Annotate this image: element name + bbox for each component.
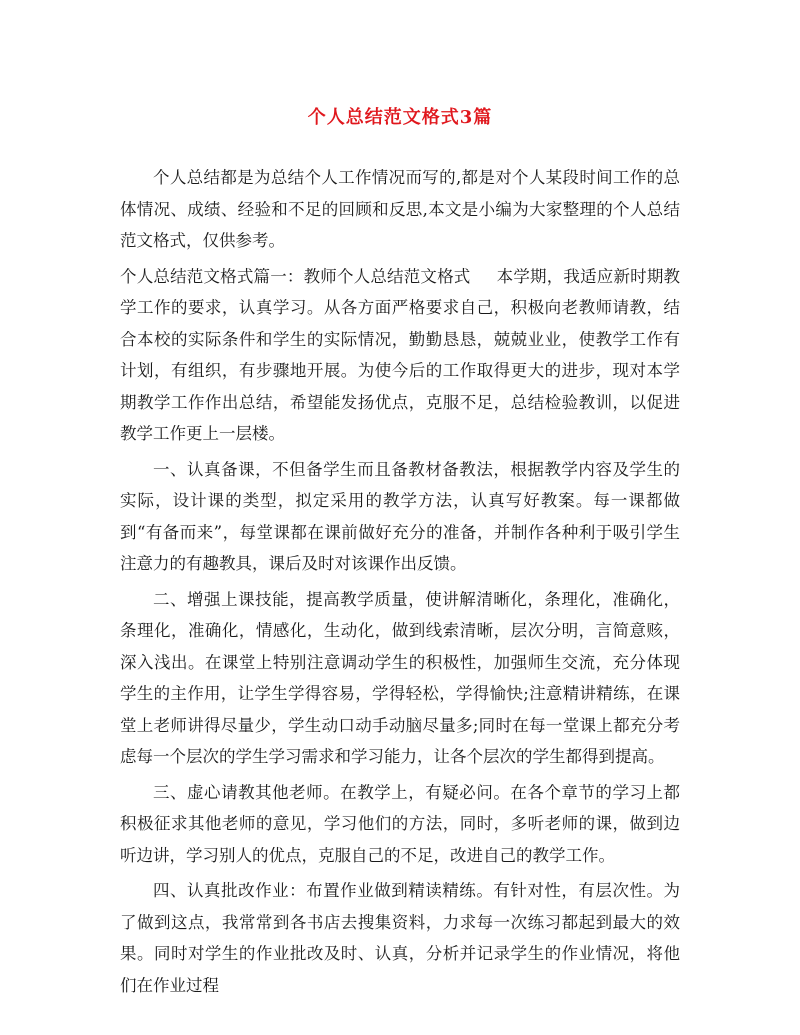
intro-paragraph: 个人总结都是为总结个人工作情况而写的,都是对个人某段时间工作的总体情况、成绩、经验和不足的回顾和反思,本文是小编为大家整理的个人总结范文格式，仅供参考。	[120, 168, 680, 250]
point-two-paragraph: 二、增强上课技能，提高教学质量，使讲解清晰化，条理化，准确化，条理化，准确化，情感化，生动化，做到线索清晰，层次分明，言简意赅，深入浅出。在课堂上特别注意调动学生的积极性，加强师生交流，充分体现学生的主作用，让学生学得容易，学得轻松，学得愉快;注意精讲精练，在课堂上老师讲得尽量少，学生动口动手动脑尽量多;同时在每一堂课上都充分考虑每一个层次的学生学习需求和学习能力，让各个层次的学生都得到提高。	[120, 589, 680, 766]
document-title: 个人总结范文格式3篇	[307, 107, 493, 128]
section-paragraph	[120, 261, 680, 450]
point-four-paragraph: 四、认真批改作业：布置作业做到精读精练。有针对性，有层次性。为了做到这点，我常常到各书店去搜集资料，力求每一次练习都起到最大的效果。同时对学生的作业批改及时、认真，分析并记录学生的作业情况，将他们在作业过程	[120, 881, 680, 995]
section-heading: 个人总结范文格式篇一：教师个人总结范文格式	[120, 266, 471, 286]
point-three-paragraph: 三、虚心请教其他老师。在教学上，有疑必问。在各个章节的学习上都积极征求其他老师的意见，学习他们的方法，同时，多听老师的课，做到边听边讲，学习别人的优点，克服自己的不足，改进自己的教学工作。	[120, 782, 680, 865]
section-text: 本学期，我适应新时期教学工作的要求，认真学习。从各方面严格要求自己，积极向老教师请教，结合本校的实际条件和学生的实际情况，勤勤恳恳，兢兢业业，使教学工作有计划，有组织，有步骤地开展。为使今后的工作取得更大的进步，现对本学期教学工作作出总结，希望能发扬优点，克服不足，总结检验教训，以促进教学工作更上一层楼。	[120, 266, 680, 443]
point-one-paragraph: 一、认真备课，不但备学生而且备教材备教法，根据教学内容及学生的实际，设计课的类型，拟定采用的教学方法，认真写好教案。每一课都做到“有备而来”，每堂课都在课前做好充分的准备，并制作各种利于吸引学生注意力的有趣教具，课后及时对该课作出反馈。	[120, 459, 680, 573]
document-body	[120, 162, 680, 1005]
